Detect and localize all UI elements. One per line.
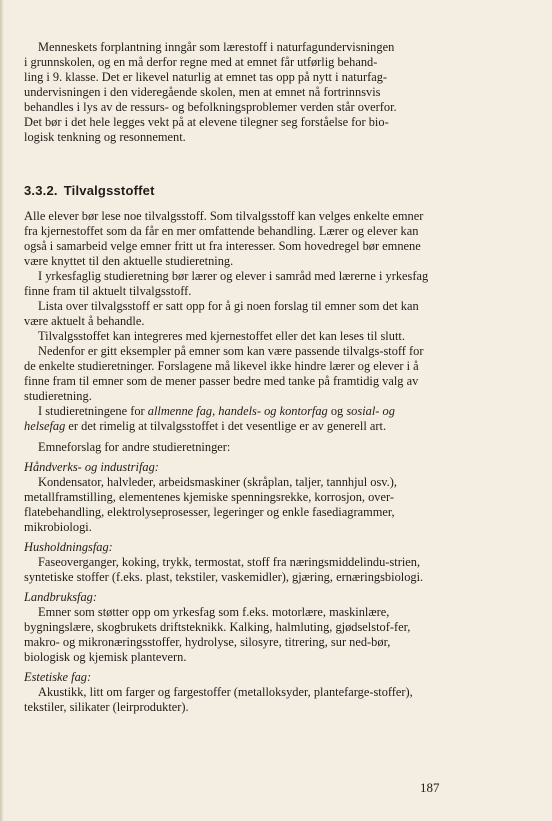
proposals-intro: Emneforslag for andre studieretninger: [38, 440, 231, 454]
section-number: 3.3.2. [24, 183, 58, 198]
intro-line: ling i 9. klasse. Det er likevel naturlig at emnet tas opp på nytt i naturfag- [24, 70, 388, 84]
body-paragraph: Nedenfor er gitt eksempler på emner som kan være passende tilvalgs-stoff for de enkelte studieretninger. Forslagene må likevel ikke hindre lærer og elever i å finne fram til emner som de mener passer bedre med tanke på framtidig valg av studieretning. [24, 344, 424, 403]
field-heading: Håndverks- og industrifag: [24, 460, 159, 474]
field-text: Akustikk, litt om farger og fargestoffer (metalloksyder, plantefarge-stoffer), tekstiler, silikater (leirprodukter). [24, 685, 413, 714]
field-heading: Landbruksfag: [24, 590, 97, 604]
studyline-mid: og [327, 404, 347, 418]
intro-line: Menneskets forplantning inngår som lærestoff i naturfagundervisningen [38, 40, 395, 54]
intro-line: undervisningen i den videregående skolen, men at emnet nå fortrinnsvis [24, 85, 381, 99]
studyline-emphasis: sosial- og helsefag [24, 404, 395, 433]
body-paragraph: Lista over tilvalgsstoff er satt opp for å gi noen forslag til emner som det kan være aktuelt å behandle. [24, 299, 419, 328]
page-edge-shadow [0, 0, 4, 821]
intro-line: Det bør i det hele legges vekt på at elevene tilegner seg forståelse for bio- [24, 115, 389, 129]
intro-line: logisk tenkning og resonnement. [24, 130, 186, 144]
field-heading: Estetiske fag: [24, 670, 92, 684]
field-text: Emner som støtter opp om yrkesfag som f.eks. motorlære, maskinlære, bygningslære, skogbrukets driftsteknikk. Kalking, halmluting, gjødselstof-fer, makro- og mikronæringsstoffer, hydrolyse, silosyre, titrering, sur ned-bør, biologisk og kjemisk plantevern. [24, 605, 411, 664]
text-column [24, 40, 438, 715]
section-title: Tilvalgsstoffet [63, 183, 155, 198]
body-paragraph: Tilvalgsstoffet kan integreres med kjernestoffet eller det kan leses til slutt. [38, 329, 405, 343]
studyline-emphasis: allmenne fag, handels- og kontorfag [147, 404, 328, 418]
intro-line: i grunnskolen, og en må derfor regne med at emnet får utførlig behand- [24, 55, 378, 69]
intro-paragraph [24, 40, 438, 145]
field-heading: Husholdningsfag: [24, 540, 113, 554]
body-paragraph: I yrkesfaglig studieretning bør lærer og elever i samråd med lærerne i yrkesfag finne fram til aktuelt tilvalgsstoff. [24, 269, 429, 298]
field-text: Faseoverganger, koking, trykk, termostat, stoff fra næringsmiddelindu-strien, syntetiske stoffer (f.eks. plast, tekstiler, vaskemidler), gjæring, ernæringsbiologi. [24, 555, 424, 584]
section-heading [24, 183, 438, 198]
studyline-prefix: I studieretningene for [38, 404, 148, 418]
body-paragraph: Alle elever bør lese noe tilvalgsstoff. Som tilvalgsstoff kan velges enkelte emner fra kjernestoffet som da får en mer omfattende behandling. Lærer og elever kan også i samarbeid velge emner fritt ut fra interesser. Som hovedregel bør emnene være knyttet til den aktuelle studieretning. [24, 209, 424, 268]
studyline-paragraph [24, 404, 438, 434]
page-number: 187 [420, 780, 440, 795]
field-text: Kondensator, halvleder, arbeidsmaskiner (skråplan, taljer, tannhjul osv.), metallframstilling, elementenes kjemiske spenningsrekke, korrosjon, over-flatebehandling, elektrolyseprosesser, legeringer og enkle fasediagrammer, mikrobiologi. [24, 475, 397, 534]
studyline-suffix: er det rimelig at tilvalgsstoffet i det vesentlige er av generell art. [65, 419, 387, 433]
intro-line: behandles i lys av de ressurs- og befolkningsproblemer verden står overfor. [24, 100, 397, 114]
